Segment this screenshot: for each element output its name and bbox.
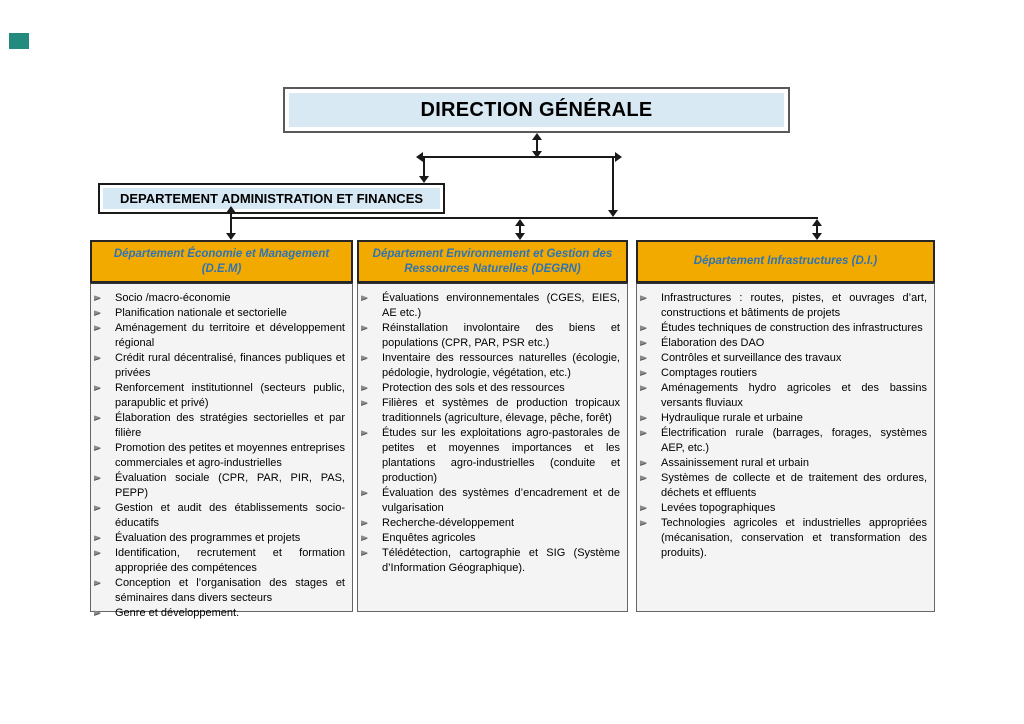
column-degrn-list — [357, 283, 628, 612]
list-item — [91, 411, 352, 441]
arrow-bullet-icon: ► — [640, 428, 647, 438]
arrow-bullet-icon: ► — [94, 308, 101, 318]
list-item — [637, 516, 934, 561]
list-item-text: Planification nationale et sectorielle — [115, 307, 287, 319]
list-item-text: Genre et développement. — [115, 607, 240, 619]
list-item — [91, 291, 352, 306]
arrow-bullet-icon: ► — [94, 503, 101, 513]
list-item — [91, 351, 352, 381]
connector-arrowhead — [812, 233, 822, 240]
list-item — [637, 381, 934, 411]
arrow-bullet-icon: ► — [640, 293, 647, 303]
list-item — [91, 381, 352, 411]
list-item — [358, 546, 627, 576]
list-item-text: Socio /macro-économie — [115, 292, 231, 304]
list-item — [358, 291, 627, 321]
list-item-text: Protection des sols et des ressources — [382, 382, 565, 394]
connector-line — [612, 156, 614, 211]
arrow-bullet-icon: ► — [640, 353, 647, 363]
list-item-text: Technologies agricoles et industrielles appropriées (mécanisation, conservation et transformation des produits). — [661, 517, 927, 559]
list-item-text: Conception et l’organisation des stages et séminaires dans divers secteurs — [115, 577, 345, 604]
list-item-text: Élaboration des stratégies sectorielles et par filière — [115, 412, 345, 439]
arrow-bullet-icon: ► — [94, 578, 101, 588]
connector-arrowhead — [416, 152, 423, 162]
list-item-text: Systèmes de collecte et de traitement des ordures, déchets et effluents — [661, 472, 927, 499]
teal-marker-rect — [9, 33, 29, 49]
column-dem-title: Département Économie et Management (D.E.M) — [113, 247, 330, 275]
list-item-text: Crédit rural décentralisé, finances publiques et privées — [115, 352, 345, 379]
list-item — [91, 576, 352, 606]
column-di — [636, 240, 935, 612]
arrow-bullet-icon: ► — [640, 458, 647, 468]
arrow-bullet-icon: ► — [361, 353, 368, 363]
list-item-text: Évaluations environnementales (CGES, EIES, AE etc.) — [382, 292, 620, 319]
arrow-bullet-icon: ► — [361, 533, 368, 543]
arrow-bullet-icon: ► — [94, 323, 101, 333]
list-item — [637, 321, 934, 336]
list-item — [358, 396, 627, 426]
connector-arrowhead — [226, 233, 236, 240]
arrow-bullet-icon: ► — [640, 368, 647, 378]
list-item-text: Inventaire des ressources naturelles (écologie, pédologie, hydrologie, végétation, etc.) — [382, 352, 620, 379]
arrow-bullet-icon: ► — [640, 383, 647, 393]
column-di-list — [636, 283, 935, 612]
arrow-bullet-icon: ► — [640, 338, 647, 348]
list-item-text: Assainissement rural et urbain — [661, 457, 809, 469]
arrow-bullet-icon: ► — [361, 428, 368, 438]
arrow-bullet-icon: ► — [640, 503, 647, 513]
list-item — [637, 351, 934, 366]
arrow-bullet-icon: ► — [361, 323, 368, 333]
list-item-text: Électrification rurale (barrages, forages, systèmes AEP, etc.) — [661, 427, 927, 454]
arrow-bullet-icon: ► — [361, 383, 368, 393]
arrow-bullet-icon: ► — [361, 488, 368, 498]
list-item — [637, 411, 934, 426]
column-degrn-header — [357, 240, 628, 283]
arrow-bullet-icon: ► — [94, 383, 101, 393]
column-di-title: Département Infrastructures (D.I.) — [693, 255, 878, 268]
connector-line — [230, 212, 232, 234]
list-item-text: Élaboration des DAO — [661, 337, 765, 349]
list-item-text: Études techniques de construction des infrastructures — [661, 322, 923, 334]
list-item-text: Filières et systèmes de production tropicaux traditionnels (agriculture, élevage, pêche, forêt) — [382, 397, 620, 424]
column-di-header — [636, 240, 935, 283]
arrow-bullet-icon: ► — [361, 548, 368, 558]
direction-generale-box — [283, 87, 790, 133]
arrow-bullet-icon: ► — [640, 518, 647, 528]
list-item-text: Gestion et audit des établissements socio-éducatifs — [115, 502, 345, 529]
arrow-bullet-icon: ► — [94, 413, 101, 423]
arrow-bullet-icon: ► — [361, 293, 368, 303]
list-item — [91, 546, 352, 576]
list-item-text: Évaluation des programmes et projets — [115, 532, 301, 544]
arrow-bullet-icon: ► — [94, 548, 101, 558]
list-item-text: Évaluation sociale (CPR, PAR, PIR, PAS, PEPP) — [115, 472, 345, 499]
list-item — [637, 501, 934, 516]
arrow-bullet-icon: ► — [94, 443, 101, 453]
connector-arrowhead — [608, 210, 618, 217]
list-item-text: Contrôles et surveillance des travaux — [661, 352, 842, 364]
list-item — [358, 321, 627, 351]
arrow-bullet-icon: ► — [94, 293, 101, 303]
arrow-bullet-icon: ► — [361, 518, 368, 528]
list-item-text: Levées topographiques — [661, 502, 776, 514]
column-dem-header — [90, 240, 353, 283]
list-item — [91, 306, 352, 321]
list-item-text: Aménagements hydro agricoles et des bassins versants fluviaux — [661, 382, 927, 409]
arrow-bullet-icon: ► — [94, 353, 101, 363]
arrow-bullet-icon: ► — [640, 323, 647, 333]
arrow-bullet-icon: ► — [640, 473, 647, 483]
list-item-text: Hydraulique rurale et urbaine — [661, 412, 803, 424]
list-item — [358, 516, 627, 531]
list-item — [637, 456, 934, 471]
list-item — [91, 471, 352, 501]
connector-arrowhead — [419, 176, 429, 183]
connector-line — [423, 156, 425, 177]
list-item-text: Télédétection, cartographie et SIG (Système d’Information Géographique). — [382, 547, 620, 574]
list-item-text: Évaluation des systèmes d’encadrement et de vulgarisation — [382, 487, 620, 514]
list-item — [91, 501, 352, 531]
direction-generale-title: DIRECTION GÉNÉRALE — [289, 93, 784, 127]
list-item-text: Réinstallation involontaire des biens et populations (CPR, PAR, PSR etc.) — [382, 322, 620, 349]
list-item — [91, 606, 352, 621]
arrow-bullet-icon: ► — [640, 413, 647, 423]
list-item — [91, 321, 352, 351]
arrow-bullet-icon: ► — [94, 473, 101, 483]
dept-admin-finances-box — [98, 183, 445, 214]
arrow-bullet-icon: ► — [94, 608, 101, 618]
list-item — [637, 336, 934, 351]
arrow-bullet-icon: ► — [361, 398, 368, 408]
list-item — [637, 366, 934, 381]
list-item — [637, 426, 934, 456]
list-item — [637, 291, 934, 321]
column-degrn — [357, 240, 628, 612]
column-dem-list — [90, 283, 353, 619]
list-item — [91, 441, 352, 471]
list-item — [358, 531, 627, 546]
list-item-text: Identification, recrutement et formation appropriée des compétences — [115, 547, 345, 574]
list-item — [91, 531, 352, 546]
connector-arrowhead — [515, 233, 525, 240]
list-item — [358, 486, 627, 516]
list-item — [637, 471, 934, 501]
connector-line — [423, 156, 615, 158]
list-item-text: Renforcement institutionnel (secteurs public, parapublic et privé) — [115, 382, 345, 409]
list-item — [358, 426, 627, 486]
list-item-text: Promotion des petites et moyennes entreprises commerciales et agro-industrielles — [115, 442, 345, 469]
list-item-text: Comptages routiers — [661, 367, 757, 379]
list-item-text: Enquêtes agricoles — [382, 532, 476, 544]
column-dem — [90, 240, 353, 619]
list-item-text: Recherche-développement — [382, 517, 515, 529]
list-item — [358, 381, 627, 396]
list-item-text: Études sur les exploitations agro-pastorales de petites et moyennes importances et les plantations agro-industrielles (conduite et production) — [382, 427, 620, 484]
list-item-text: Infrastructures : routes, pistes, et ouvrages d’art, constructions et bâtiments de projets — [661, 292, 927, 319]
arrow-bullet-icon: ► — [94, 533, 101, 543]
list-item-text: Aménagement du territoire et développement régional — [115, 322, 345, 349]
connector-arrowhead — [615, 152, 622, 162]
list-item — [358, 351, 627, 381]
dept-admin-finances-label: DEPARTEMENT ADMINISTRATION ET FINANCES — [103, 188, 440, 209]
column-degrn-title: Département Environnement et Gestion des Ressources Naturelles (DEGRN) — [372, 247, 613, 275]
